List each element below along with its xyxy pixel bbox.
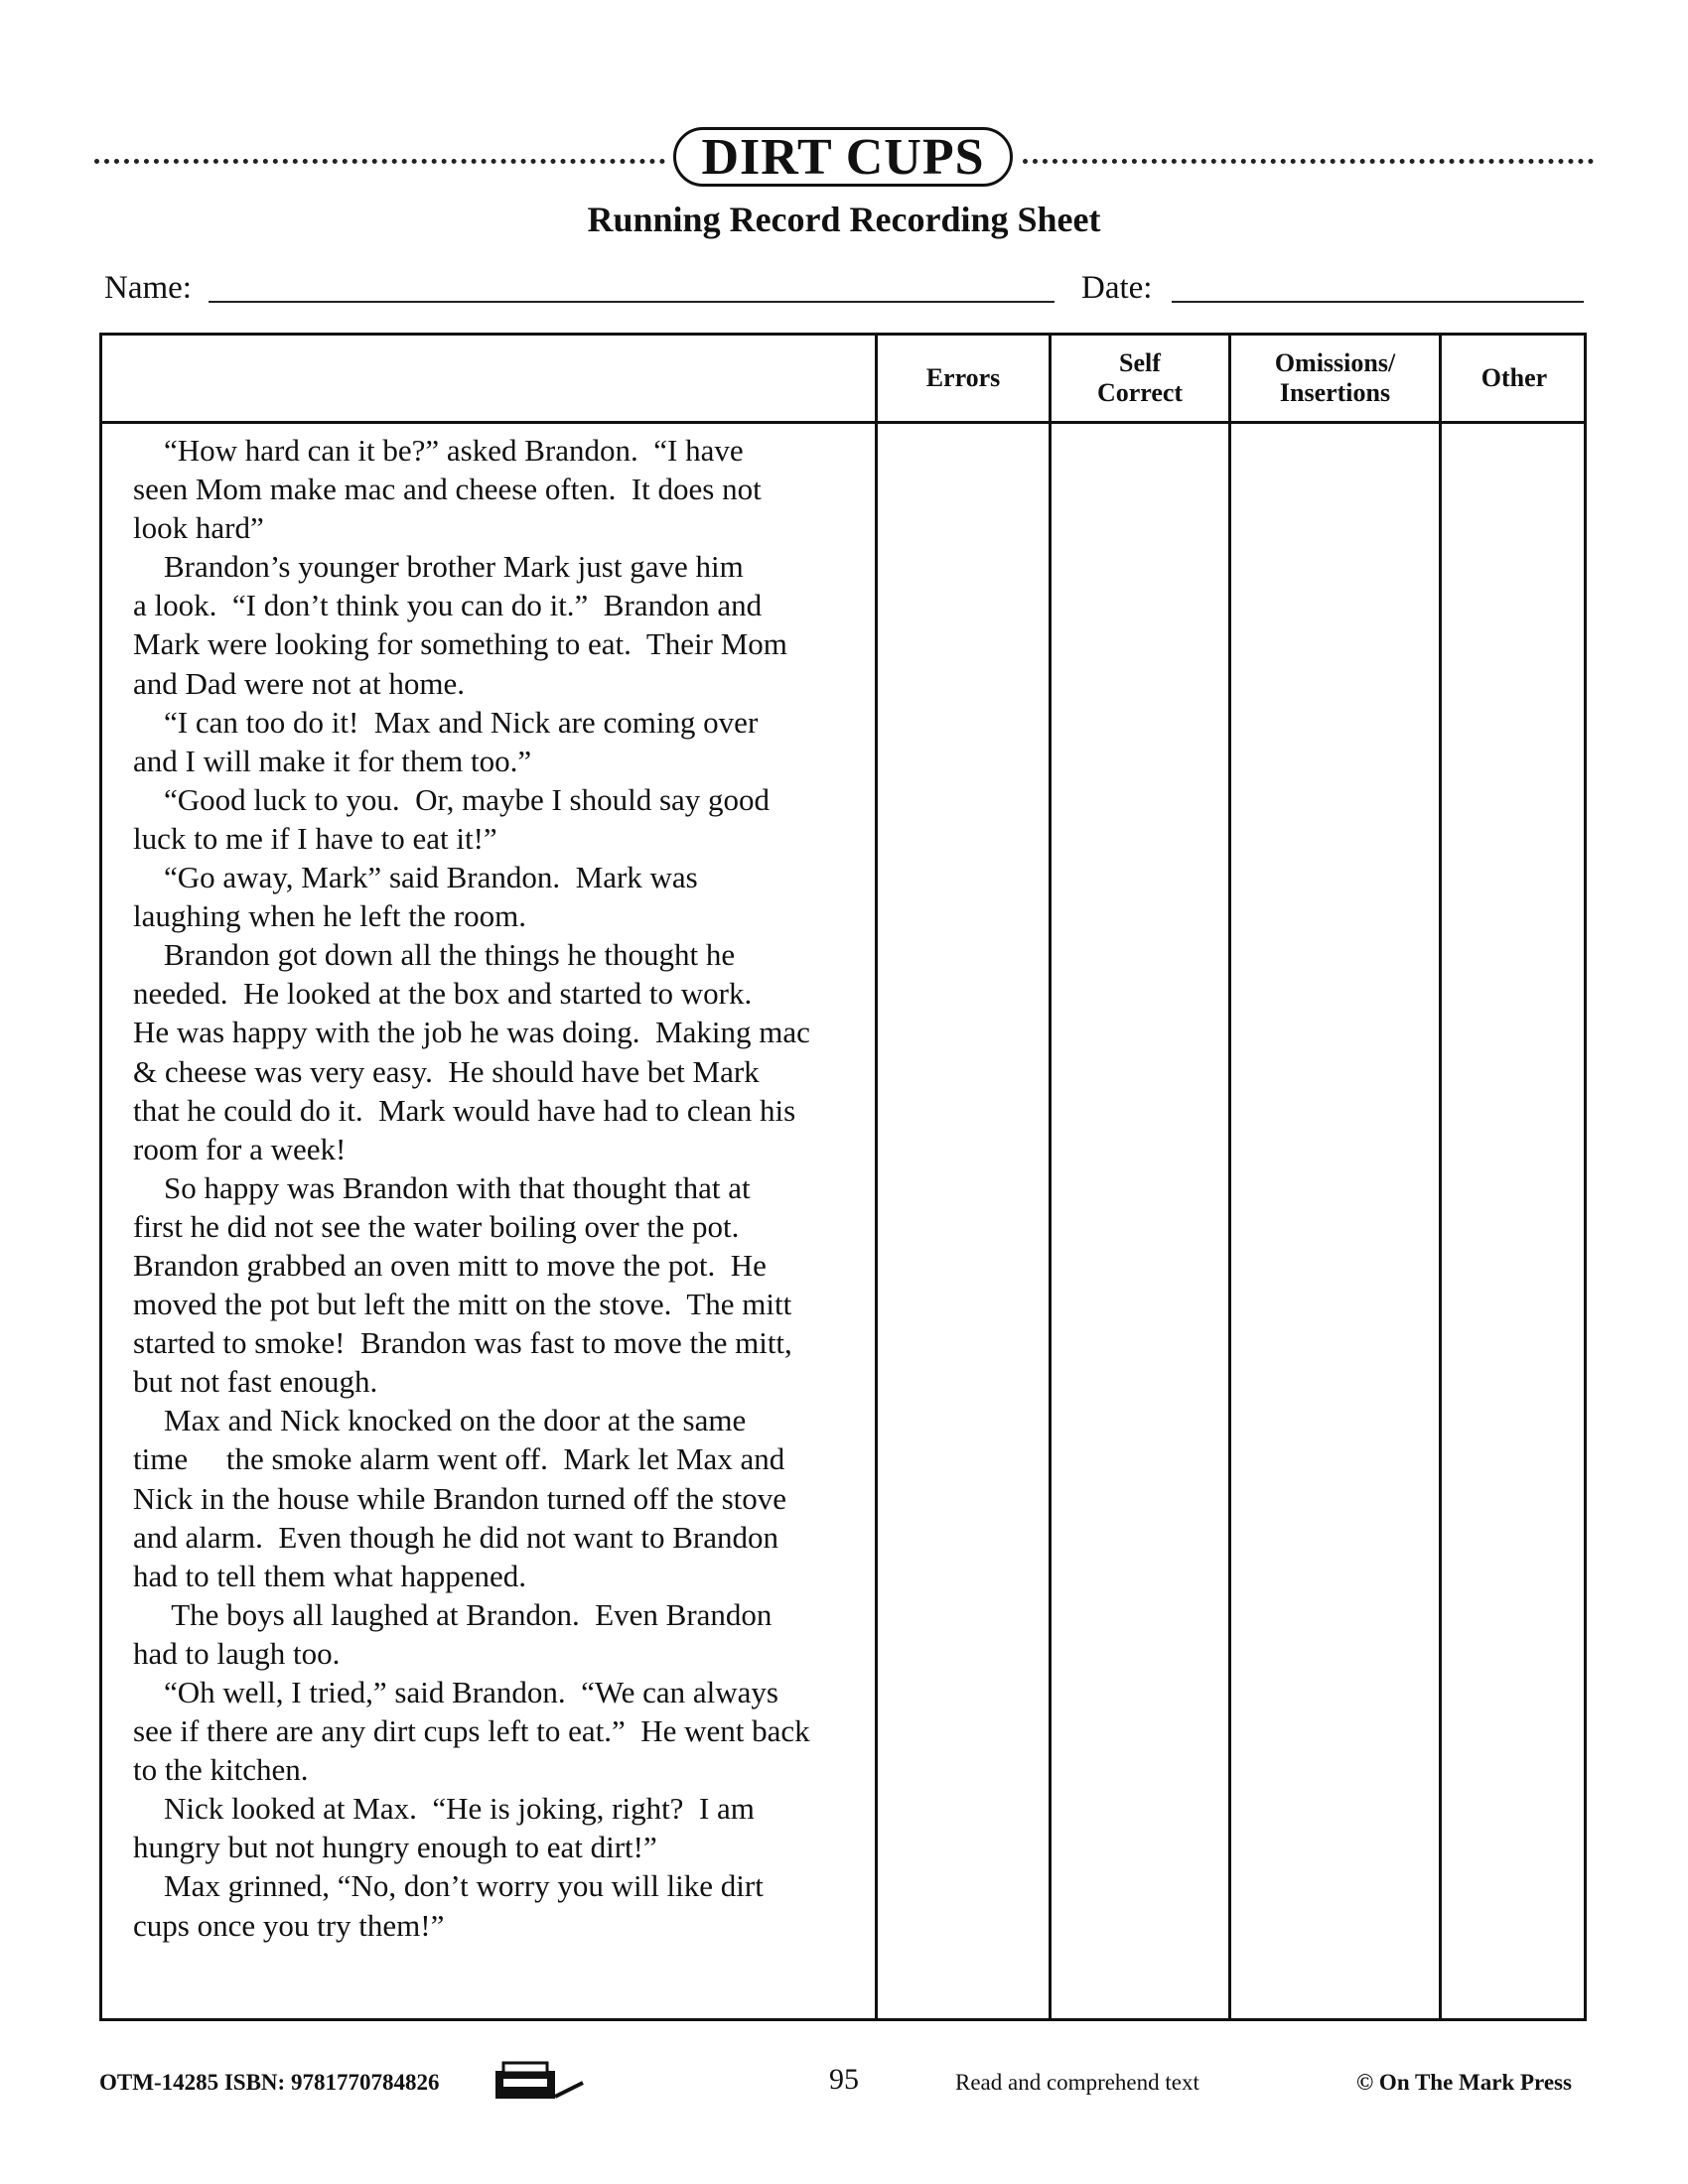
story-line: Max and Nick knocked on the door at the same [133, 1403, 747, 1438]
story-line: Brandon got down all the things he thought he [133, 937, 736, 973]
column-header-omissions [1231, 336, 1439, 421]
recording-table [99, 333, 1587, 2021]
story-line: The boys all laughed at Brandon. Even Brandon [133, 1596, 773, 1632]
column-divider [875, 336, 878, 2018]
date-field[interactable] [1172, 301, 1584, 303]
story-text [133, 431, 868, 1945]
column-header-self-correct [1052, 336, 1228, 421]
story-line: Brandon grabbed an oven mitt to move the pot. He [133, 1247, 767, 1283]
story-line: and Dad were not at home. [133, 665, 465, 701]
printer-icon [492, 2057, 591, 2107]
story-line: So happy was Brandon with that thought that at [133, 1169, 751, 1205]
story-line: Max grinned, “No, don’t worry you will like dirt [133, 1868, 764, 1904]
story-line: cups once you try them!” [133, 1907, 445, 1943]
story-line: and alarm. Even though he did not want to Brandon [133, 1519, 779, 1555]
story-line: but not fast enough. [133, 1364, 378, 1400]
column-header-other: Other [1480, 363, 1548, 392]
column-divider [1439, 336, 1442, 2018]
story-line: Brandon’s younger brother Mark just gave him [133, 549, 744, 585]
title-banner [94, 127, 1594, 193]
dotted-rule-right [1023, 159, 1594, 164]
story-line: “Oh well, I tried,” said Brandon. “We can always [133, 1675, 779, 1709]
story-line: “I can too do it! Max and Nick are coming over [133, 704, 759, 740]
sheet-subtitle: Running Record Recording Sheet [587, 200, 1101, 239]
dotted-rule-left [94, 159, 665, 164]
story-line: hungry but not hungry enough to eat dirt!” [133, 1830, 657, 1865]
story-line: & cheese was very easy. He should have bet Mark [133, 1053, 760, 1089]
copyright: © On The Mark Press [1356, 2070, 1572, 2095]
story-line: Mark were looking for something to eat. Their Mom [133, 626, 787, 662]
product-code: OTM-14285 ISBN: 9781770784826 [99, 2070, 440, 2095]
story-line: had to laugh too. [133, 1635, 341, 1671]
page-number: 95 [829, 2063, 859, 2096]
story-line: “Good luck to you. Or, maybe I should say good [133, 781, 771, 817]
name-field[interactable] [209, 301, 1055, 303]
skill-label: Read and comprehend text [955, 2070, 1199, 2095]
story-line: luck to me if I have to eat it!” [133, 820, 497, 856]
date-label: Date: [1081, 270, 1153, 306]
column-divider [1228, 336, 1231, 2018]
column-divider [1049, 336, 1052, 2018]
story-line: first he did not see the water boiling over the pot. [133, 1208, 740, 1244]
name-label: Name: [104, 270, 192, 306]
story-line: He was happy with the job he was doing. Making mac [133, 1015, 810, 1050]
header-divider [102, 421, 1584, 424]
story-line: to the kitchen. [133, 1752, 309, 1788]
story-line: “How hard can it be?” asked Brandon. “I have [133, 433, 744, 468]
story-line: had to tell them what happened. [133, 1558, 526, 1593]
column-header-self-correct-label: Self Correct [1096, 348, 1184, 407]
story-line: Nick looked at Max. “He is joking, right? I am [133, 1791, 755, 1827]
story-line: moved the pot but left the mitt on the stove. The mitt [133, 1287, 792, 1322]
story-line: time the smoke alarm went off. Mark let Max and [133, 1441, 785, 1477]
story-line: started to smoke! Brandon was fast to move the mitt, [133, 1325, 792, 1361]
page-title: DIRT CUPS [673, 127, 1013, 187]
story-line: laughing when he left the room. [133, 898, 527, 934]
story-line: look hard” [133, 510, 264, 546]
story-line: “Go away, Mark” said Brandon. Mark was [133, 860, 698, 895]
story-line: see if there are any dirt cups left to eat.” He went back [133, 1713, 810, 1749]
column-header-errors: Errors [925, 363, 1001, 392]
story-line: seen Mom make mac and cheese often. It does not [133, 472, 762, 507]
story-line: a look. “I don’t think you can do it.” Brandon and [133, 588, 763, 623]
column-header-omissions-label: Omissions/ Insertions [1274, 348, 1396, 407]
story-line: Nick in the house while Brandon turned off the stove [133, 1480, 787, 1516]
story-line: that he could do it. Mark would have had to clean his [133, 1092, 796, 1128]
story-line: needed. He looked at the box and started to work. [133, 976, 753, 1012]
story-line: room for a week! [133, 1131, 347, 1166]
story-line: and I will make it for them too.” [133, 743, 532, 778]
